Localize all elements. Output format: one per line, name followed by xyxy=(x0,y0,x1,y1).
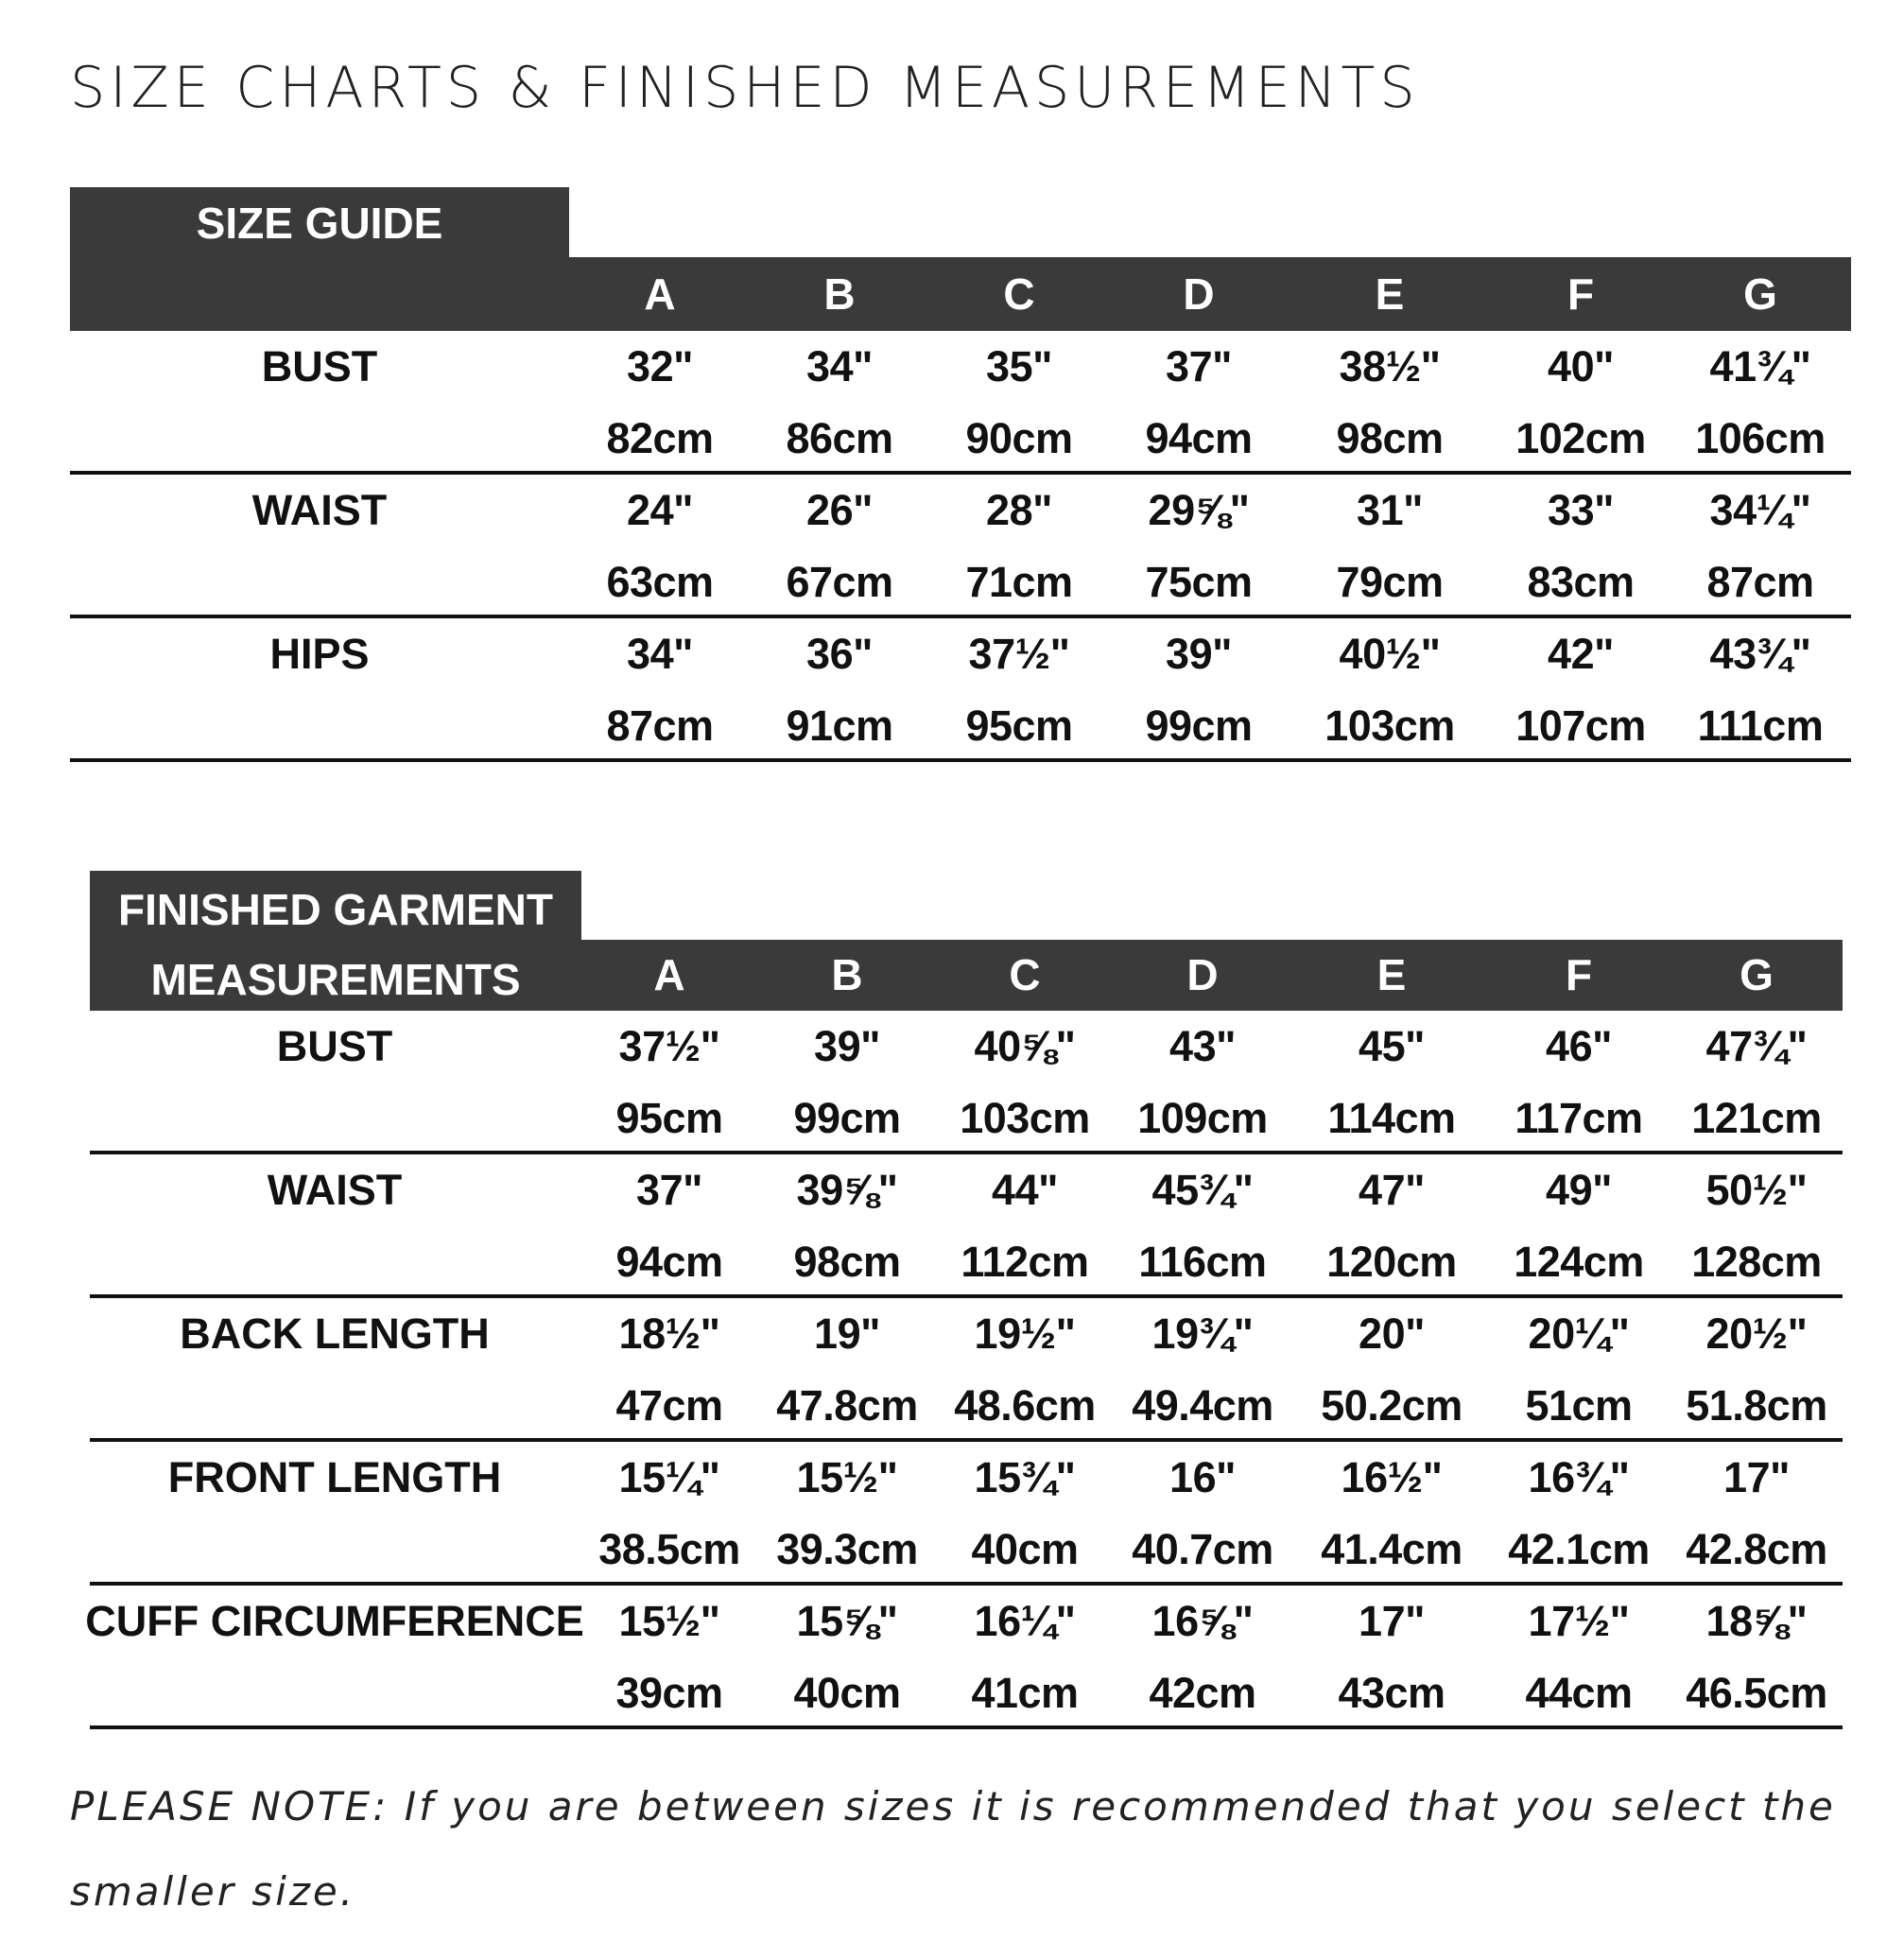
cell-cm: 49.4cm xyxy=(1132,1381,1273,1430)
cell-inches: 15¼" xyxy=(618,1453,720,1501)
cell-cm: 40cm xyxy=(971,1525,1079,1573)
cell-cm: 71cm xyxy=(965,558,1073,606)
cell-cm: 40.7cm xyxy=(1132,1525,1273,1573)
cell-cm: 128cm xyxy=(1691,1238,1822,1286)
cell-cm: 95cm xyxy=(615,1094,723,1142)
cell-inches: 37" xyxy=(636,1166,702,1214)
cell-inches: 15½" xyxy=(796,1453,898,1501)
column-header-c: C xyxy=(1003,269,1035,319)
column-header-f: F xyxy=(1566,269,1595,319)
cell-cm: 87cm xyxy=(606,702,714,750)
row-label: FRONT LENGTH xyxy=(167,1453,502,1501)
cell-cm: 39cm xyxy=(615,1669,723,1717)
cell-inches: 24" xyxy=(627,486,693,534)
table-row xyxy=(70,618,1851,762)
table-row xyxy=(90,1442,1843,1586)
column-header-g: G xyxy=(1743,269,1777,319)
cell-inches: 37½" xyxy=(968,630,1070,678)
cell-cm: 116cm xyxy=(1138,1238,1267,1286)
cell-cm: 47.8cm xyxy=(776,1381,918,1430)
cell-inches: 19½" xyxy=(974,1309,1076,1358)
cell-inches: 40½" xyxy=(1339,630,1441,678)
cell-cm: 107cm xyxy=(1515,702,1646,750)
cell-cm: 124cm xyxy=(1514,1238,1644,1286)
cell-cm: 50.2cm xyxy=(1321,1381,1463,1430)
cell-inches: 43" xyxy=(1169,1022,1236,1070)
cell-inches: 32" xyxy=(627,342,693,390)
cell-inches: 16¼" xyxy=(974,1597,1076,1645)
cell-inches: 18⅝" xyxy=(1705,1597,1808,1645)
table-row xyxy=(90,1298,1843,1442)
cell-inches: 44" xyxy=(992,1166,1058,1214)
cell-cm: 42cm xyxy=(1149,1669,1256,1717)
cell-cm: 40cm xyxy=(793,1669,901,1717)
column-header-a: A xyxy=(653,950,685,999)
column-header-g: G xyxy=(1740,950,1774,999)
cell-cm: 63cm xyxy=(606,558,714,606)
cell-cm: 103cm xyxy=(960,1094,1090,1142)
column-header-c: C xyxy=(1009,950,1041,999)
row-label: WAIST xyxy=(267,1166,403,1214)
cell-cm: 43cm xyxy=(1338,1669,1445,1717)
cell-inches: 15¾" xyxy=(974,1453,1076,1501)
cell-inches: 20½" xyxy=(1705,1309,1808,1358)
cell-inches: 17½" xyxy=(1528,1597,1630,1645)
cell-inches: 15⅝" xyxy=(796,1597,898,1645)
cell-cm: 121cm xyxy=(1691,1094,1822,1142)
cell-inches: 35" xyxy=(986,342,1052,390)
cell-inches: 37½" xyxy=(618,1022,720,1070)
cell-cm: 99cm xyxy=(1145,702,1253,750)
cell-cm: 109cm xyxy=(1137,1094,1268,1142)
cell-inches: 18½" xyxy=(618,1309,720,1358)
finished-header xyxy=(90,871,581,1011)
cell-cm: 75cm xyxy=(1145,558,1253,606)
column-header-e: E xyxy=(1376,950,1407,999)
cell-cm: 83cm xyxy=(1527,558,1635,606)
cell-inches: 20" xyxy=(1359,1309,1425,1358)
table-row xyxy=(90,1154,1843,1298)
cell-cm: 117cm xyxy=(1515,1094,1643,1142)
cell-inches: 16¾" xyxy=(1528,1453,1630,1501)
finished-header-line1: FINISHED GARMENT xyxy=(118,885,553,934)
cell-cm: 42.8cm xyxy=(1686,1525,1827,1573)
cell-inches: 42" xyxy=(1548,630,1614,678)
cell-inches: 16" xyxy=(1169,1453,1236,1501)
column-header-f: F xyxy=(1565,950,1593,999)
cell-inches: 15½" xyxy=(618,1597,720,1645)
cell-cm: 67cm xyxy=(786,558,893,606)
cell-inches: 39⅝" xyxy=(796,1166,898,1214)
cell-inches: 19¾" xyxy=(1151,1309,1254,1358)
column-header-b: B xyxy=(823,269,856,319)
cell-inches: 45" xyxy=(1359,1022,1425,1070)
cell-cm: 87cm xyxy=(1706,558,1814,606)
row-label: CUFF CIRCUMFERENCE xyxy=(85,1597,584,1645)
table-row xyxy=(70,331,1851,475)
cell-inches: 38½" xyxy=(1339,342,1441,390)
cell-inches: 43¾" xyxy=(1709,630,1811,678)
size-guide-table xyxy=(70,187,1851,766)
cell-inches: 47¾" xyxy=(1705,1022,1808,1070)
cell-inches: 46" xyxy=(1546,1022,1612,1070)
cell-inches: 33" xyxy=(1548,486,1614,534)
cell-cm: 94cm xyxy=(1145,414,1253,462)
cell-inches: 37" xyxy=(1166,342,1232,390)
cell-inches: 50½" xyxy=(1705,1166,1808,1214)
cell-cm: 98cm xyxy=(1336,414,1444,462)
cell-cm: 95cm xyxy=(965,702,1073,750)
row-label: WAIST xyxy=(251,486,388,534)
cell-inches: 17" xyxy=(1359,1597,1425,1645)
cell-cm: 38.5cm xyxy=(598,1525,740,1573)
cell-cm: 112cm xyxy=(961,1238,1089,1286)
column-header-d: D xyxy=(1183,269,1215,319)
cell-cm: 91cm xyxy=(786,702,893,750)
cell-cm: 99cm xyxy=(793,1094,901,1142)
column-header-e: E xyxy=(1375,269,1405,319)
table-row xyxy=(85,1586,1843,1729)
cell-cm: 41cm xyxy=(971,1669,1079,1717)
cell-inches: 45¾" xyxy=(1151,1166,1254,1214)
cell-cm: 51cm xyxy=(1525,1381,1633,1430)
cell-cm: 102cm xyxy=(1515,414,1646,462)
cell-cm: 111cm xyxy=(1697,702,1824,750)
cell-cm: 90cm xyxy=(965,414,1073,462)
cell-inches: 40⅝" xyxy=(974,1022,1076,1070)
cell-cm: 47cm xyxy=(615,1381,723,1430)
cell-cm: 98cm xyxy=(793,1238,901,1286)
cell-inches: 31" xyxy=(1357,486,1423,534)
cell-cm: 41.4cm xyxy=(1321,1525,1463,1573)
cell-inches: 19" xyxy=(814,1309,880,1358)
cell-cm: 44cm xyxy=(1525,1669,1633,1717)
row-label: BUST xyxy=(276,1022,393,1070)
cell-inches: 34" xyxy=(806,342,873,390)
cell-inches: 16⅝" xyxy=(1151,1597,1254,1645)
cell-cm: 114cm xyxy=(1327,1094,1456,1142)
finished-measurements-table xyxy=(85,871,1843,1731)
row-label: BACK LENGTH xyxy=(180,1309,490,1358)
cell-cm: 103cm xyxy=(1324,702,1455,750)
cell-cm: 42.1cm xyxy=(1508,1525,1650,1573)
cell-cm: 94cm xyxy=(615,1238,723,1286)
table-row xyxy=(90,1011,1843,1154)
note-text: PLEASE NOTE: If you are between sizes it is recommended that you select the smaller size. xyxy=(70,1783,1836,1915)
row-label: HIPS xyxy=(269,630,370,678)
cell-cm: 79cm xyxy=(1336,558,1444,606)
cell-inches: 29⅝" xyxy=(1148,486,1250,534)
cell-inches: 17" xyxy=(1723,1453,1790,1501)
cell-inches: 39" xyxy=(814,1022,880,1070)
cell-inches: 26" xyxy=(806,486,873,534)
cell-cm: 39.3cm xyxy=(776,1525,918,1573)
cell-cm: 51.8cm xyxy=(1686,1381,1827,1430)
column-header-a: A xyxy=(644,269,676,319)
cell-inches: 34¼" xyxy=(1709,486,1811,534)
cell-inches: 28" xyxy=(986,486,1052,534)
cell-inches: 47" xyxy=(1359,1166,1425,1214)
cell-cm: 120cm xyxy=(1326,1238,1457,1286)
cell-cm: 48.6cm xyxy=(954,1381,1096,1430)
cell-cm: 106cm xyxy=(1695,414,1826,462)
size-guide-header-label: SIZE GUIDE xyxy=(196,199,443,248)
cell-inches: 49" xyxy=(1546,1166,1612,1214)
column-header-b: B xyxy=(831,950,863,999)
cell-cm: 86cm xyxy=(786,414,893,462)
column-header-d: D xyxy=(1186,950,1219,999)
cell-inches: 40" xyxy=(1548,342,1614,390)
cell-inches: 20¼" xyxy=(1528,1309,1630,1358)
cell-cm: 46.5cm xyxy=(1686,1669,1827,1717)
row-label: BUST xyxy=(261,342,378,390)
page-title: SIZE CHARTS & FINISHED MEASUREMENTS xyxy=(70,55,1420,121)
cell-inches: 41¾" xyxy=(1709,342,1811,390)
cell-inches: 36" xyxy=(806,630,873,678)
cell-inches: 39" xyxy=(1166,630,1232,678)
cell-inches: 34" xyxy=(627,630,693,678)
cell-inches: 16½" xyxy=(1341,1453,1443,1501)
table-row xyxy=(70,475,1851,618)
finished-header-line2: MEASUREMENTS xyxy=(150,955,521,1004)
cell-cm: 82cm xyxy=(606,414,714,462)
